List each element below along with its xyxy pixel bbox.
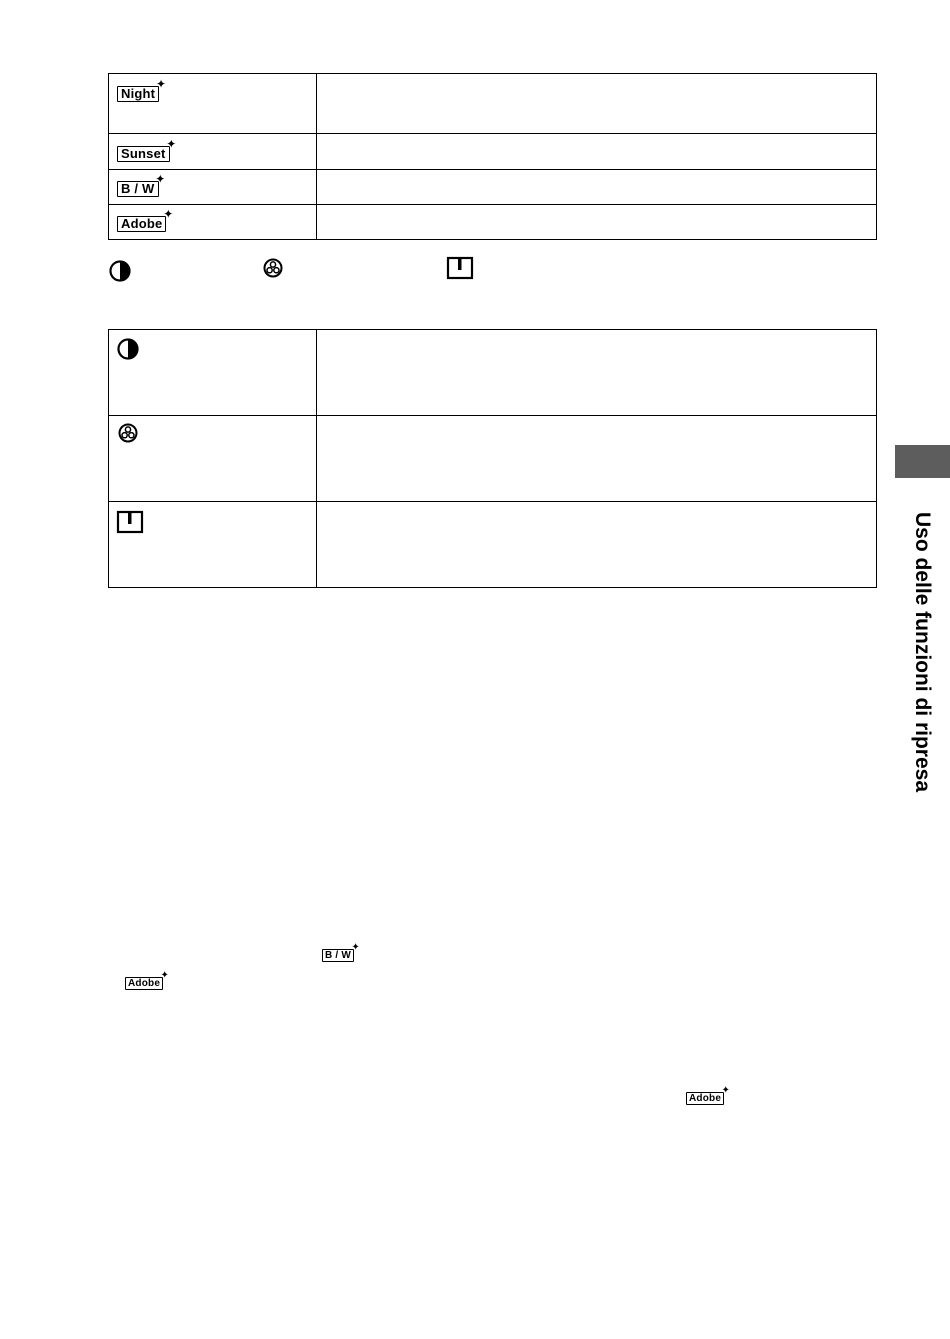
description-cell	[317, 170, 877, 205]
table-row	[109, 74, 877, 134]
settings-table	[108, 329, 877, 588]
chapter-tab	[895, 445, 950, 478]
star-icon: ✦	[160, 970, 170, 981]
table-row	[109, 134, 877, 170]
description-cell	[317, 416, 877, 502]
mode-label: Night	[121, 86, 156, 101]
description-cell	[317, 330, 877, 416]
star-icon: ✦	[155, 77, 167, 91]
adobe-inline-badge	[686, 1085, 731, 1105]
table-row	[109, 205, 877, 240]
setting-cell	[109, 416, 317, 502]
adobe-mode-badge	[117, 207, 174, 232]
saturation-icon	[117, 422, 139, 444]
sharpness-icon	[446, 256, 474, 280]
adobe-inline-badge	[125, 970, 170, 990]
night-mode-badge	[117, 77, 167, 102]
chapter-title: Uso delle funzioni di ripresa	[911, 511, 934, 793]
badge-label: Adobe	[689, 1093, 722, 1104]
mode-cell	[109, 74, 317, 134]
bw-inline-badge	[322, 942, 360, 962]
star-icon: ✦	[721, 1085, 731, 1096]
mode-label: Adobe	[121, 216, 163, 231]
sharpness-icon	[116, 510, 144, 534]
star-icon: ✦	[155, 172, 166, 186]
contrast-icon	[116, 337, 140, 361]
mode-cell	[109, 134, 317, 170]
badge-label: B / W	[325, 950, 351, 961]
setting-cell	[109, 330, 317, 416]
mode-label: Sunset	[121, 146, 166, 161]
bw-mode-badge	[117, 172, 166, 197]
table-row	[109, 502, 877, 588]
description-cell	[317, 74, 877, 134]
saturation-icon	[262, 257, 284, 279]
mode-cell	[109, 205, 317, 240]
star-icon: ✦	[166, 137, 177, 151]
mode-cell	[109, 170, 317, 205]
table-row	[109, 416, 877, 502]
description-cell	[317, 502, 877, 588]
setting-cell	[109, 502, 317, 588]
star-icon: ✦	[163, 207, 174, 221]
description-cell	[317, 205, 877, 240]
badge-label: Adobe	[128, 978, 161, 989]
star-icon: ✦	[351, 942, 360, 953]
table-row	[109, 330, 877, 416]
description-cell	[317, 134, 877, 170]
creative-style-table	[108, 73, 877, 240]
contrast-icon	[108, 259, 132, 283]
table-row	[109, 170, 877, 205]
sunset-mode-badge	[117, 137, 177, 162]
mode-label: B / W	[121, 181, 155, 196]
